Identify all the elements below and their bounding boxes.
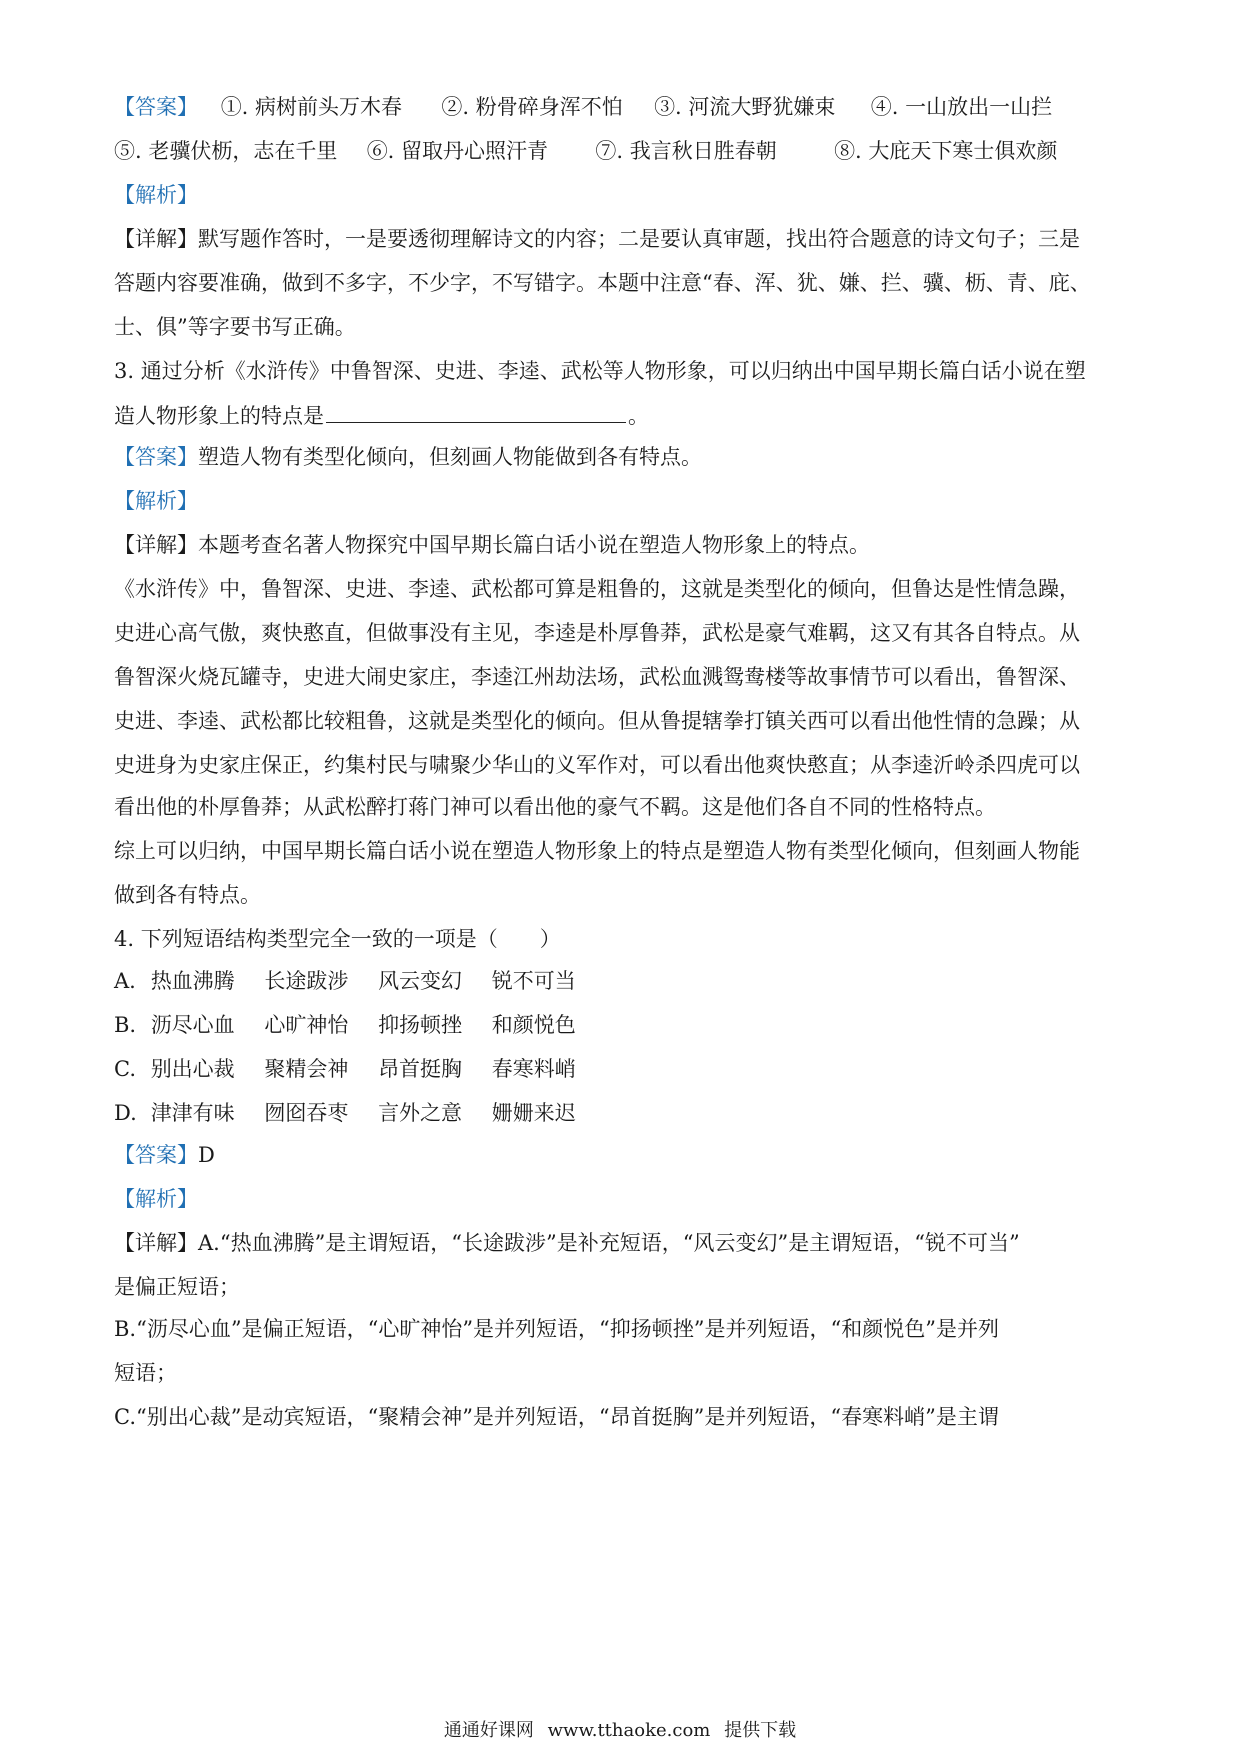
answer-item: ①. 病树前头万木春	[220, 95, 403, 119]
q3-stem-line: 3. 通过分析《水浒传》中鲁智深、史进、李逵、武松等人物形象，可以归纳出中国早期长篇白话小说在塑	[114, 359, 1086, 383]
q4-detail-line: 短语；	[114, 1361, 177, 1385]
q4-detail-line	[114, 1228, 1020, 1258]
q2-answer-row-1	[114, 92, 1052, 122]
detail-tag: 【详解】	[114, 227, 198, 251]
option-letter: D.	[114, 1101, 137, 1125]
option-phrase: 和颜悦色	[491, 1013, 576, 1037]
detail-text: A.“热血沸腾”是主谓短语，“长途跋涉”是补充短语，“风云变幻”是主谓短语，“锐不可当”	[198, 1231, 1020, 1255]
answer-tag: 【答案】	[114, 95, 198, 119]
footer-site-name: 通通好课网	[443, 1720, 534, 1741]
option-phrase: 风云变幻	[378, 969, 463, 993]
option-phrase: 长途跋涉	[264, 969, 349, 993]
q3-body-line: 看出他的朴厚鲁莽；从武松醉打蒋门神可以看出他的豪气不羁。这是他们各自不同的性格特点。	[114, 795, 996, 819]
answer-text: 塑造人物有类型化倾向，但刻画人物能做到各有特点。	[198, 445, 702, 469]
q2-answer-row-2	[114, 136, 1057, 166]
q4-option-c	[114, 1054, 576, 1084]
answer-item: ②. 粉骨碎身浑不怕	[441, 95, 623, 119]
q3-detail-line	[114, 530, 870, 560]
answer-blank	[326, 400, 626, 423]
q2-detail-line: 答题内容要准确，做到不多字，不少字，不写错字。本题中注意“春、浑、犹、嫌、拦、骥、枥、青、庇、	[114, 271, 1091, 295]
option-phrase: 言外之意	[378, 1101, 463, 1125]
q4-detail-line: 是偏正短语；	[114, 1275, 240, 1299]
q4-answer-line	[114, 1140, 215, 1170]
option-phrase: 心旷神怡	[264, 1013, 349, 1037]
footer-suffix: 提供下载	[724, 1720, 797, 1741]
q3-answer-line	[114, 442, 702, 472]
q2-analysis-tag: 【解析】	[114, 183, 198, 207]
option-phrase: 囫囵吞枣	[264, 1101, 349, 1125]
q2-detail-line	[114, 224, 1080, 254]
option-phrase: 聚精会神	[264, 1057, 349, 1081]
answer-item: ⑧. 大庇天下寒士俱欢颜	[834, 139, 1058, 163]
q3-analysis-tag: 【解析】	[114, 489, 198, 513]
q4-detail-line: C.“别出心裁”是动宾短语，“聚精会神”是并列短语，“昂首挺胸”是并列短语，“春寒料峭”是主谓	[114, 1405, 999, 1429]
q3-body-line: 做到各有特点。	[114, 883, 261, 907]
q3-body-line: 《水浒传》中，鲁智深、史进、李逵、武松都可算是粗鲁的，这就是类型化的倾向，但鲁达是性情急躁，	[114, 577, 1080, 601]
q4-analysis-tag: 【解析】	[114, 1187, 198, 1211]
option-phrase: 昂首挺胸	[378, 1057, 463, 1081]
option-letter: A.	[114, 969, 136, 993]
q4-option-d	[114, 1098, 576, 1128]
q3-body-line: 史进、李逵、武松都比较粗鲁，这就是类型化的倾向。但从鲁提辖拳打镇关西可以看出他性情的急躁；从	[114, 709, 1080, 733]
detail-text: 本题考查名著人物探究中国早期长篇白话小说在塑造人物形象上的特点。	[198, 533, 870, 557]
option-phrase: 热血沸腾	[150, 969, 235, 993]
answer-item: ⑦. 我言秋日胜春朝	[595, 139, 777, 163]
option-phrase: 沥尽心血	[150, 1013, 235, 1037]
option-phrase: 津津有味	[150, 1101, 235, 1125]
option-phrase: 锐不可当	[491, 969, 576, 993]
q3-body-line: 综上可以归纳，中国早期长篇白话小说在塑造人物形象上的特点是塑造人物有类型化倾向，但刻画人物能	[114, 839, 1080, 863]
page-footer	[0, 1718, 1240, 1744]
q4-detail-line: B.“沥尽心血”是偏正短语，“心旷神怡”是并列短语，“抑扬顿挫”是并列短语，“和颜悦色”是并列	[114, 1317, 999, 1341]
q2-detail-line: 士、俱”等字要书写正确。	[114, 315, 356, 339]
detail-text: 默写题作答时，一是要透彻理解诗文的内容；二是要认真审题，找出符合题意的诗文句子；三是	[198, 227, 1080, 251]
q3-stem-line	[114, 400, 649, 431]
detail-tag: 【详解】	[114, 1231, 198, 1255]
q3-body-line: 史进身为史家庄保正，约集村民与啸聚少华山的义军作对，可以看出他爽快憨直；从李逵沂岭杀四虎可以	[114, 753, 1080, 777]
footer-url[interactable]: www.tthaoke.com	[547, 1720, 711, 1741]
answer-item: ⑤. 老骥伏枥，志在千里	[114, 139, 338, 163]
detail-tag: 【详解】	[114, 533, 198, 557]
option-phrase: 别出心裁	[150, 1057, 235, 1081]
answer-item: ⑥. 留取丹心照汗青	[366, 139, 549, 163]
answer-item: ③. 河流大野犹嫌束	[654, 95, 836, 119]
answer-tag: 【答案】	[114, 445, 198, 469]
answer-tag: 【答案】	[114, 1143, 198, 1167]
q3-body-line: 鲁智深火烧瓦罐寺，史进大闹史家庄，李逵江州劫法场，武松血溅鸳鸯楼等故事情节可以看出，鲁智深、	[114, 665, 1080, 689]
option-phrase: 抑扬顿挫	[378, 1013, 463, 1037]
option-letter: B.	[114, 1013, 137, 1037]
stem-text: 。	[628, 404, 649, 428]
q4-option-a	[114, 966, 576, 996]
answer-item: ④. 一山放出一山拦	[870, 95, 1053, 119]
option-letter: C.	[114, 1057, 136, 1081]
q4-option-b	[114, 1010, 576, 1040]
option-phrase: 春寒料峭	[491, 1057, 576, 1081]
stem-text: 造人物形象上的特点是	[114, 404, 324, 428]
answer-text: D	[198, 1143, 215, 1167]
q3-body-line: 史进心高气傲，爽快憨直，但做事没有主见，李逵是朴厚鲁莽，武松是豪气难羁，这又有其各自特点。从	[114, 621, 1080, 645]
option-phrase: 姗姗来迟	[491, 1101, 576, 1125]
q4-stem: 4. 下列短语结构类型完全一致的一项是（ ）	[114, 927, 561, 951]
